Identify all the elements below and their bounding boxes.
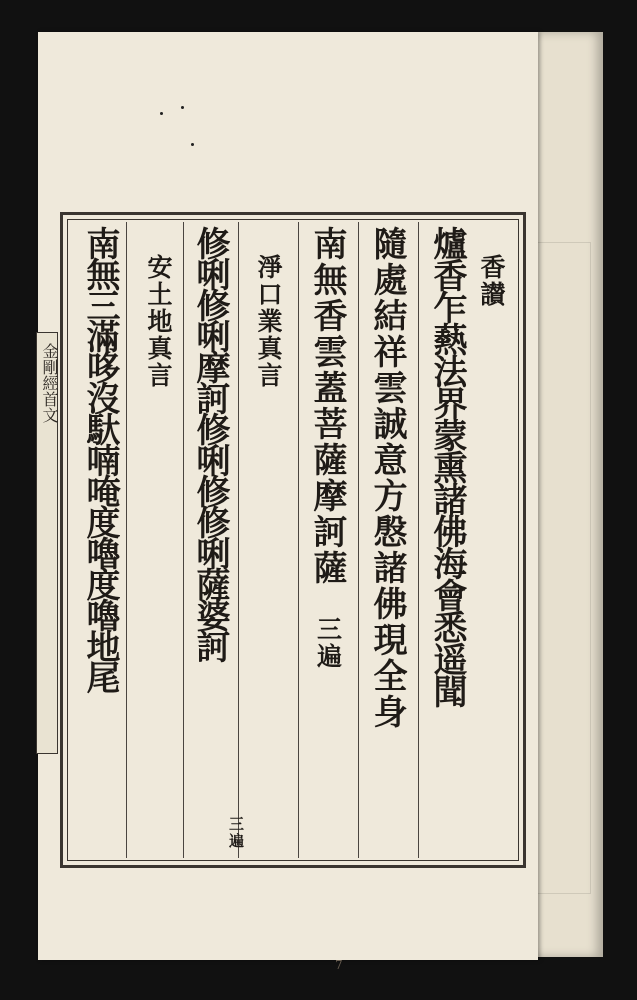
ink-dot [160,112,163,115]
ink-dot [181,106,184,109]
text-frame-inner [67,219,519,861]
column-rule [298,222,299,858]
spine-label-box [36,332,58,754]
column-3 [363,226,412,854]
column-rule [418,222,419,858]
column-8 [76,226,125,854]
spine-label: 金剛經首文 [40,343,59,423]
verse-line: 隨處結祥雲誠意方慇諸佛現全身 [367,226,407,730]
column-2 [423,226,472,854]
column-4 [303,226,352,854]
mantra-line: 修唎修唎摩訶修唎修修唎薩婆訶 [190,226,230,660]
book [38,32,603,972]
mantra-line: 南無三滿哆沒馱喃唵度嚕度嚕地尾 [80,226,120,691]
column-rule [238,222,239,858]
heading-incense-praise: 香讃 [477,254,506,308]
repeat-note: 三遍 [313,616,343,670]
page-mark: 7 [335,958,343,972]
text-frame [60,212,526,868]
column-rule [358,222,359,858]
column-rule [183,222,184,858]
column-6 [186,226,245,854]
book-page [38,32,538,972]
column-5 [250,254,286,854]
ink-dot [191,143,194,146]
mantra-heading: 淨口業真言 [254,254,283,389]
repeat-note: 三遍 [227,816,245,850]
verse-line: 爐香乍爇法界蒙熏諸佛海會悉遥聞 [427,226,467,706]
column-1 [473,254,509,854]
column-rule [126,222,127,858]
verse-line: 南無香雲蓋菩薩摩訶薩 [307,226,347,586]
mantra-heading: 安土地真言 [144,254,173,389]
column-7 [140,254,176,854]
